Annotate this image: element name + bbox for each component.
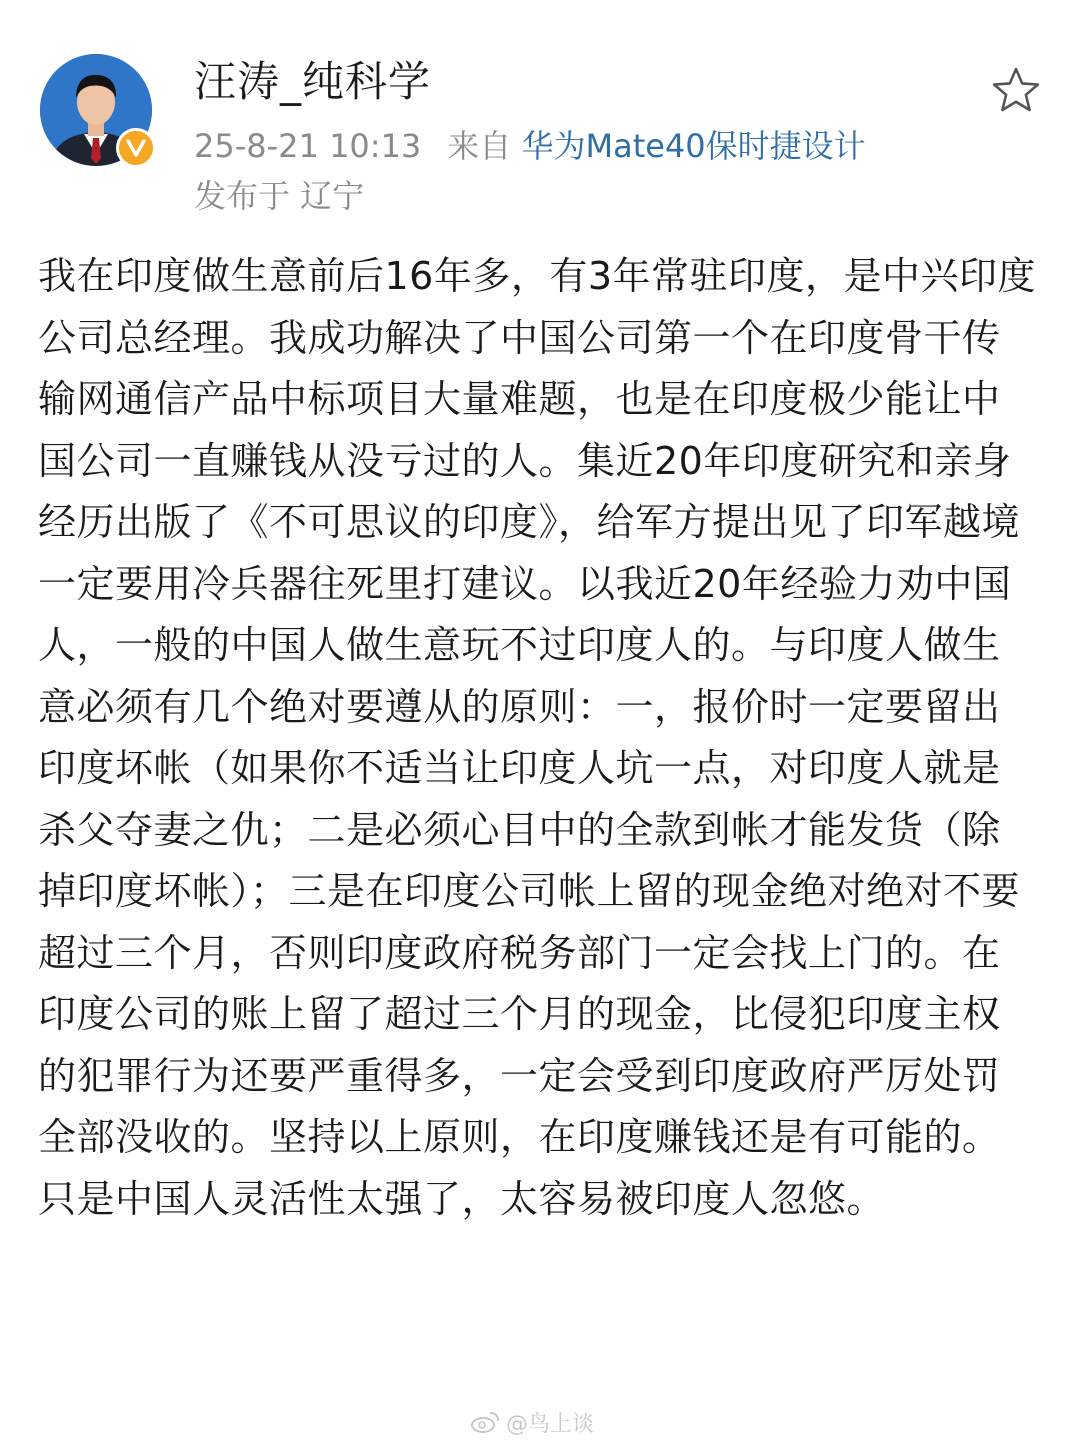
post-timestamp: 25-8-21 10:13	[194, 127, 422, 165]
post-content: 我在印度做生意前后16年多，有3年常驻印度，是中兴印度公司总经理。我成功解决了中国公司第一个在印度骨干传输网通信产品中标项目大量难题，也是在印度极少能让中国公司一直赚钱从没亏过的人。集近20年印度研究和亲身经历出版了《不可思议的印度》，给军方提出见了印军越境一定要用冷兵器往死里打建议。以我近20年经验力劝中国人，一般的中国人做生意玩不过印度人的。与印度人做生意必须有几个绝对要遵从的原则：一，报价时一定要留出印度坏帐（如果你不适当让印度人坑一点，对印度人就是杀父夺妻之仇；二是必须心目中的全款到帐才能发货（除掉印度坏帐）；三是在印度公司帐上留的现金绝对绝对不要超过三个月，否则印度政府税务部门一定会找上门的。在印度公司的账上留了超过三个月的现金，比侵犯印度主权的犯罪行为还要严重得多，一定会受到印度政府严厉处罚全部没收的。坚持以上原则，在印度赚钱还是有可能的。只是中国人灵活性太强了，太容易被印度人忽悠。	[38, 254, 1037, 1221]
favorite-button[interactable]	[990, 64, 1042, 116]
post-header	[0, 0, 1080, 230]
verified-v-icon	[126, 139, 146, 157]
device-link[interactable]: 华为Mate40保时捷设计	[521, 127, 866, 165]
watermark-text: @鸟上谈	[506, 1411, 595, 1437]
star-outline-icon	[992, 67, 1040, 113]
verified-badge	[116, 128, 156, 168]
source-prefix: 来自	[447, 127, 512, 165]
watermark	[470, 1402, 594, 1442]
post-location: 发布于 辽宁	[194, 177, 365, 215]
author-name[interactable]: 汪涛_纯科学	[194, 57, 432, 106]
weibo-logo-icon	[470, 1410, 500, 1434]
post-meta	[194, 124, 866, 168]
